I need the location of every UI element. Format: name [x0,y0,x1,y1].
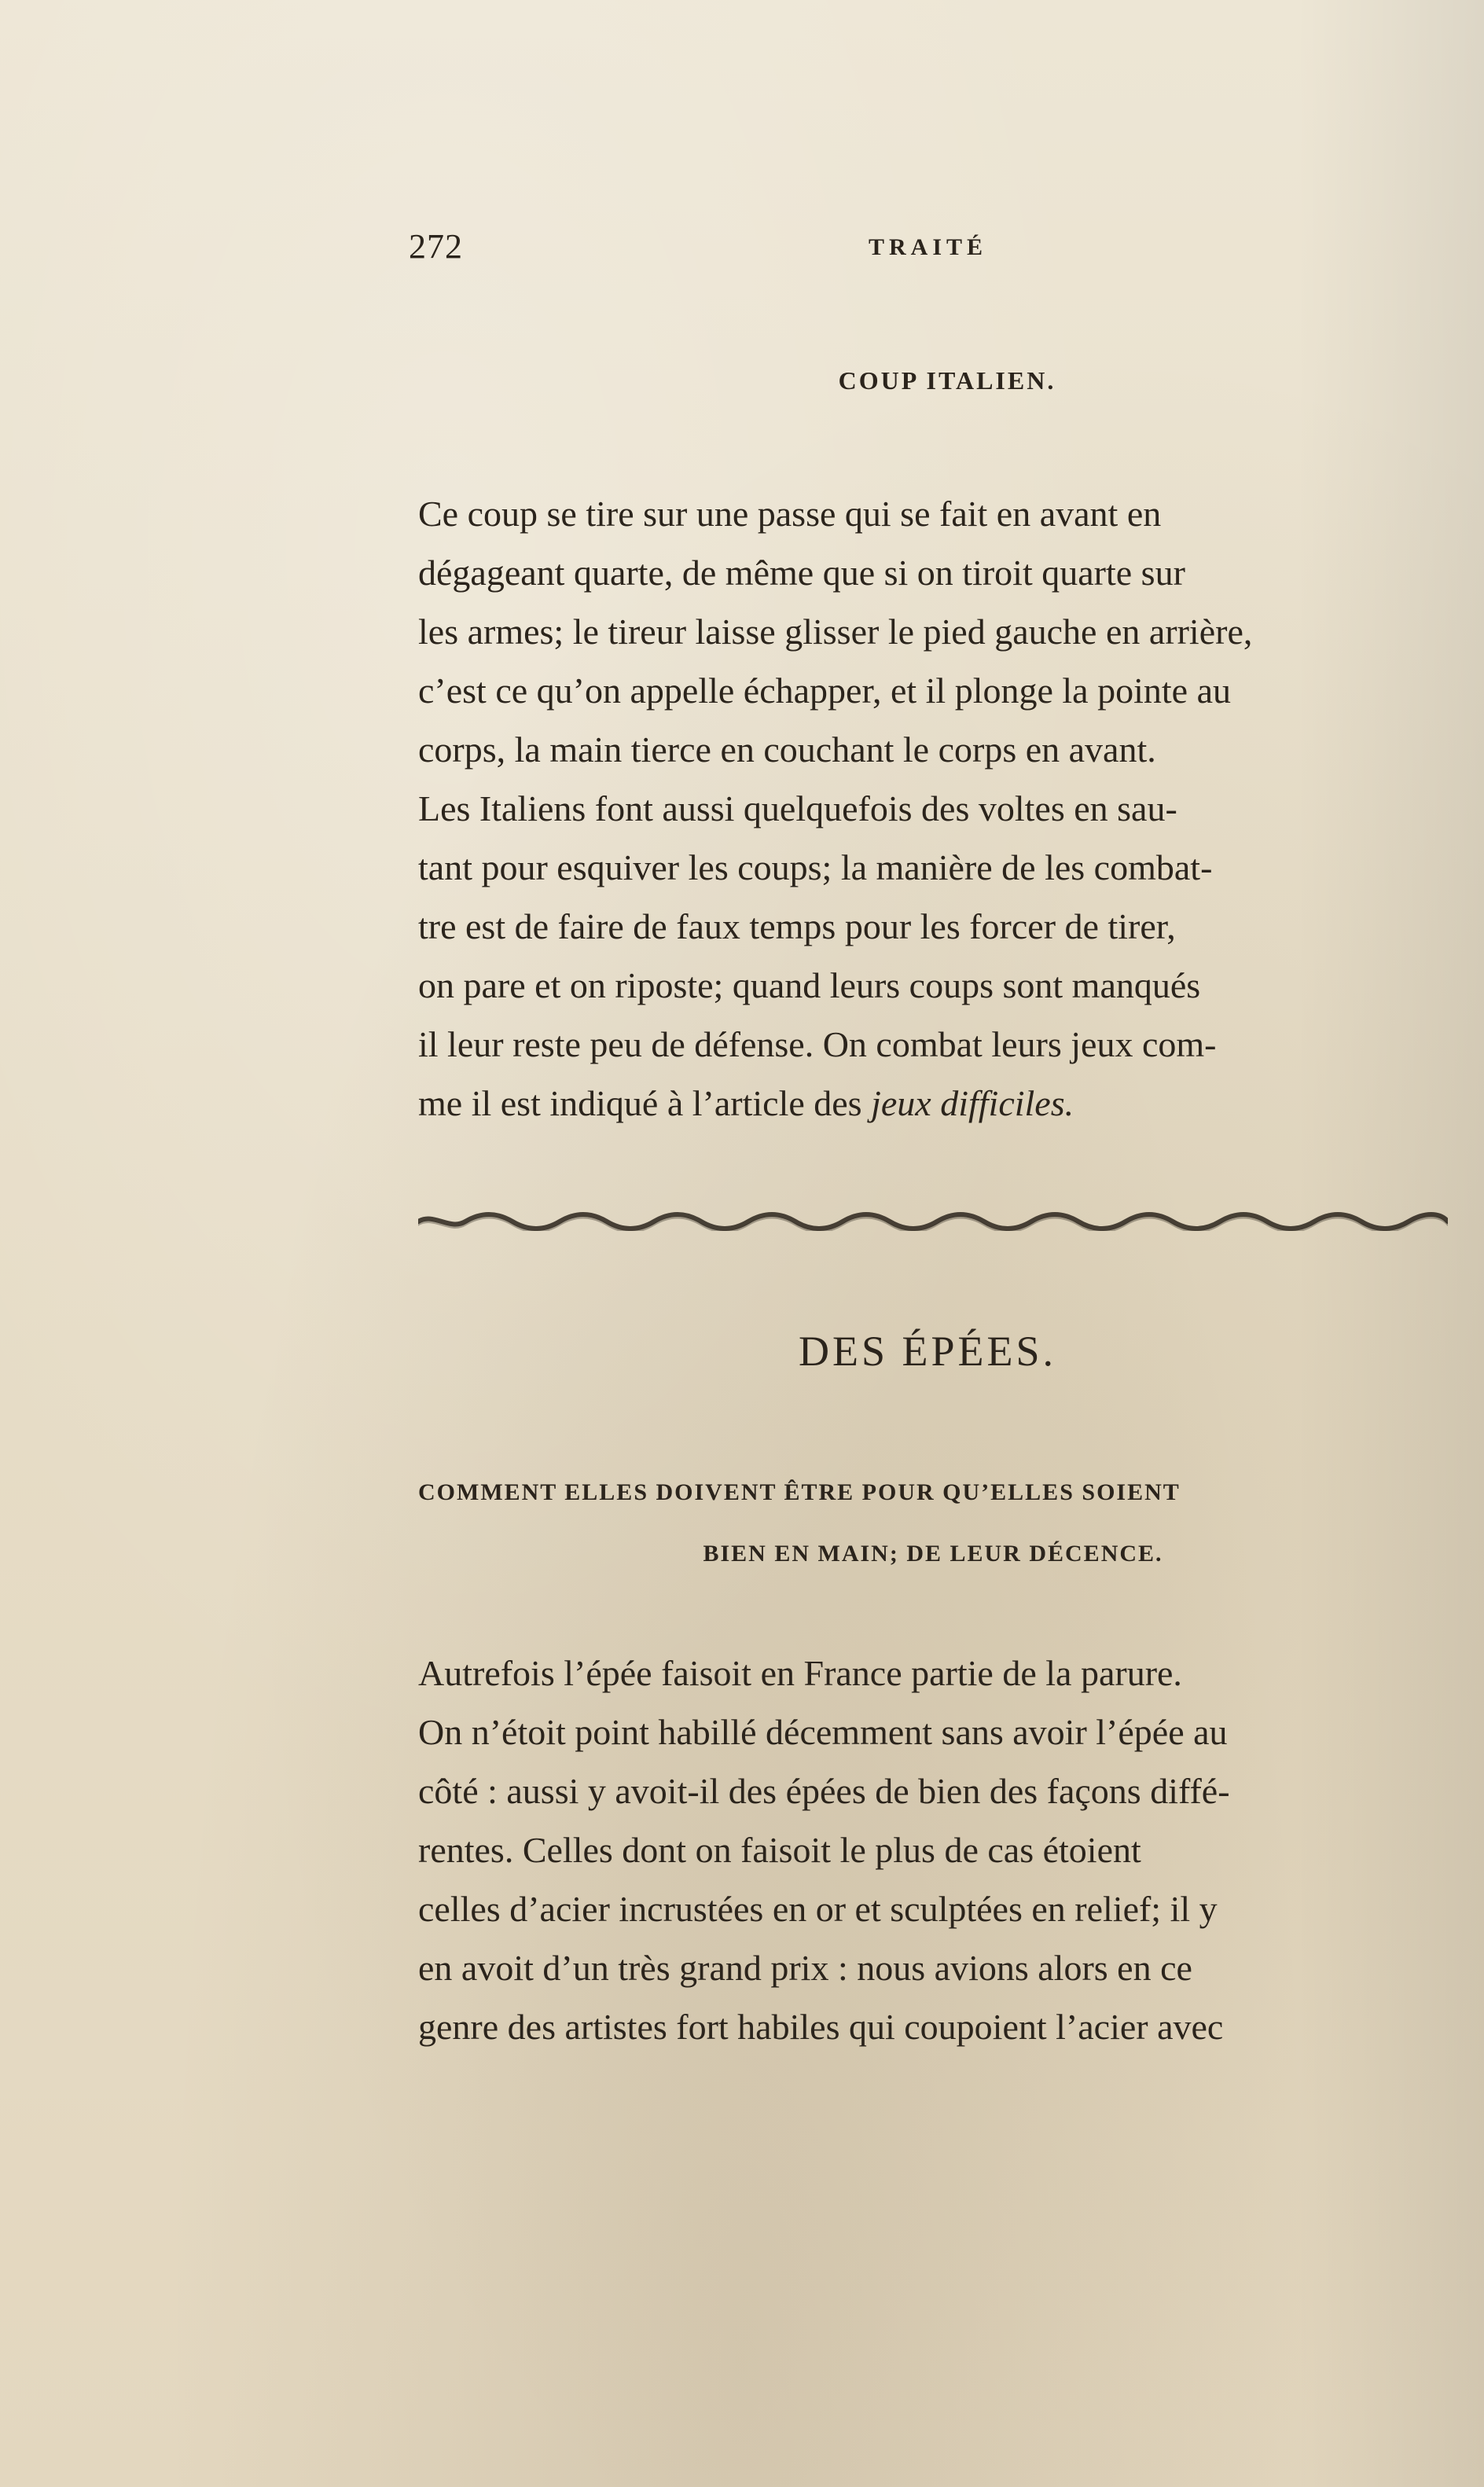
paragraph-2 [418,779,1448,1133]
paragraph-2-line-4: on pare et on riposte; quand leurs coups sont manqués [418,965,1201,1005]
paragraph-1-line-2: dégageant quarte, de même que si on tiroit quarte sur [418,553,1185,593]
chapter-title-des-epees: DES ÉPÉES. [798,1328,1057,1375]
paragraph-3-line-2: On n’étoit point habillé décemment sans avoir l’épée au [418,1712,1228,1752]
paragraph-3-line-5: celles d’acier incrustées en or et sculptées en relief; il y [418,1889,1218,1929]
paragraph-2-line-2: tant pour esquiver les coups; la manière de les combat- [418,847,1213,887]
paragraph-2-line-1: Les Italiens font aussi quelquefois des voltes en sau- [418,788,1177,828]
paragraph-1-line-5: corps, la main tierce en couchant le corps en avant. [418,729,1156,770]
paragraph-1-line-4: c’est ce qu’on appelle échapper, et il plonge la pointe au [418,670,1231,711]
paragraph-3-line-1: Autrefois l’épée faisoit en France partie de la parure. [418,1653,1182,1693]
section-title-coup-italien: COUP ITALIEN. [838,366,1056,395]
running-title: TRAITÉ [869,234,988,260]
paragraph-3-line-6: en avoit d’un très grand prix : nous avions alors en ce [418,1948,1192,1988]
wavy-divider-icon [418,1210,1448,1231]
paragraph-1-line-3: les armes; le tireur laisse glisser le pied gauche en arrière, [418,612,1253,652]
paragraph-2-line-5: il leur reste peu de défense. On combat leurs jeux com- [418,1024,1217,1064]
paragraph-3-line-3: côté : aussi y avoit-il des épées de bien des façons diffé- [418,1771,1230,1811]
paragraph-3 [418,1644,1448,2056]
paragraph-2-italic-tail: jeux difficiles. [871,1083,1074,1123]
chapter-subtitle-line-1: COMMENT ELLES DOIVENT ÊTRE POUR QU’ELLES SOIENT [418,1479,1181,1505]
paragraph-1-line-1: Ce coup se tire sur une passe qui se fait en avant en [418,494,1162,534]
paragraph-2-line-6 [418,1074,1448,1133]
chapter-subtitle-line-2: BIEN EN MAIN; DE LEUR DÉCENCE. [703,1541,1163,1567]
page-number: 272 [409,227,463,266]
running-header [409,226,1446,289]
paragraph-3-line-4: rentes. Celles dont on faisoit le plus de cas étoient [418,1830,1141,1870]
chapter-subtitle [418,1462,1448,1585]
paragraph-3-line-7: genre des artistes fort habiles qui coupoient l’acier avec [418,2007,1224,2047]
paragraph-2-line-6-text: me il est indiqué à l’article des [418,1083,872,1123]
paragraph-1 [418,484,1448,779]
paragraph-2-line-3: tre est de faire de faux temps pour les forcer de tirer, [418,906,1176,946]
